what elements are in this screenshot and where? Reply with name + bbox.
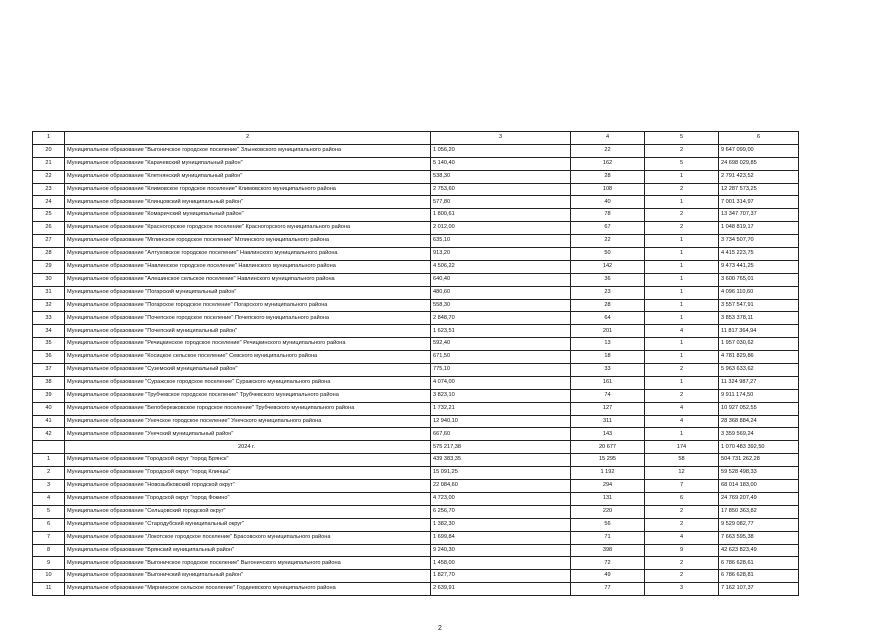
- count-cell: 162: [571, 157, 645, 170]
- table-row: [33, 505, 799, 518]
- count-cell: 201: [571, 325, 645, 338]
- objects-cell: 2: [645, 364, 719, 377]
- count-cell: 108: [571, 183, 645, 196]
- table-row: [33, 260, 799, 273]
- objects-cell: 12: [645, 467, 719, 480]
- municipality-name-cell: Муниципальное образование "Городской округ "город Клинцы": [65, 467, 431, 480]
- count-cell: 56: [571, 518, 645, 531]
- amount-cell: 1 957 030,62: [719, 338, 799, 351]
- objects-cell: 7: [645, 480, 719, 493]
- amount-cell: 3 734 507,70: [719, 235, 799, 248]
- table-row: [33, 480, 799, 493]
- count-cell: 72: [571, 557, 645, 570]
- row-number-cell: 30: [33, 273, 65, 286]
- row-number-cell: 41: [33, 415, 65, 428]
- objects-cell: 2: [645, 518, 719, 531]
- objects-cell: 1: [645, 235, 719, 248]
- amount-cell: 24 698 029,85: [719, 157, 799, 170]
- municipality-name-cell: Муниципальное образование "Трубчевское городское поселение" Трубчевского муниципального района: [65, 389, 431, 402]
- row-number-cell: 28: [33, 248, 65, 261]
- municipality-name-cell: 2024 г.: [65, 441, 431, 454]
- objects-cell: 4: [645, 402, 719, 415]
- count-cell: 220: [571, 505, 645, 518]
- table-row: [33, 299, 799, 312]
- municipality-name-cell: Муниципальное образование "Унечское городское поселение" Унечского муниципального района: [65, 415, 431, 428]
- municipality-name-cell: Муниципальное образование "Выгоничское городское поселение" Выгоничского муниципального района: [65, 557, 431, 570]
- table-row: [33, 402, 799, 415]
- amount-cell: 9 529 082,77: [719, 518, 799, 531]
- count-cell: 78: [571, 209, 645, 222]
- table-row: [33, 325, 799, 338]
- area-cell: 22 084,60: [431, 480, 571, 493]
- count-cell: 4: [571, 132, 645, 145]
- amount-cell: 7 663 595,38: [719, 531, 799, 544]
- municipality-name-cell: Муниципальное образование "Погарский муниципальный район": [65, 286, 431, 299]
- count-cell: 33: [571, 364, 645, 377]
- amount-cell: 1 048 819,17: [719, 222, 799, 235]
- amount-cell: 9 911 174,50: [719, 389, 799, 402]
- municipality-name-cell: Муниципальное образование "Мирнинское сельское поселение" Гордеевского муниципального района: [65, 583, 431, 596]
- row-number-cell: 4: [33, 492, 65, 505]
- table-header-row: [33, 132, 799, 145]
- area-cell: 640,40: [431, 273, 571, 286]
- row-number-cell: 33: [33, 312, 65, 325]
- objects-cell: 6: [645, 492, 719, 505]
- row-number-cell: 5: [33, 505, 65, 518]
- area-cell: 9 240,30: [431, 544, 571, 557]
- objects-cell: 5: [645, 132, 719, 145]
- objects-cell: 4: [645, 531, 719, 544]
- row-number-cell: 42: [33, 428, 65, 441]
- objects-cell: 4: [645, 325, 719, 338]
- count-cell: 71: [571, 531, 645, 544]
- total-row: [33, 441, 799, 454]
- row-number-cell: 29: [33, 260, 65, 273]
- area-cell: 4 506,22: [431, 260, 571, 273]
- objects-cell: 174: [645, 441, 719, 454]
- amount-cell: 3 600 765,01: [719, 273, 799, 286]
- area-cell: 2 848,70: [431, 312, 571, 325]
- table-row: [33, 144, 799, 157]
- objects-cell: 1: [645, 428, 719, 441]
- municipality-name-cell: Муниципальное образование "Сельцовский городской округ": [65, 505, 431, 518]
- row-number-cell: 36: [33, 351, 65, 364]
- count-cell: 13: [571, 338, 645, 351]
- row-number-cell: 6: [33, 518, 65, 531]
- table-row: [33, 170, 799, 183]
- objects-cell: 1: [645, 312, 719, 325]
- area-cell: 439 383,35: [431, 454, 571, 467]
- table-row: [33, 389, 799, 402]
- area-cell: 6 256,70: [431, 505, 571, 518]
- amount-cell: 11 817 364,94: [719, 325, 799, 338]
- row-number-cell: 38: [33, 376, 65, 389]
- area-cell: 4 723,00: [431, 492, 571, 505]
- area-cell: 12 940,10: [431, 415, 571, 428]
- area-cell: 3: [431, 132, 571, 145]
- objects-cell: 5: [645, 157, 719, 170]
- count-cell: 127: [571, 402, 645, 415]
- count-cell: 64: [571, 312, 645, 325]
- municipality-name-cell: Муниципальное образование "Новозыбковский городской округ": [65, 480, 431, 493]
- municipality-name-cell: Муниципальное образование "Суземский муниципальный район": [65, 364, 431, 377]
- objects-cell: 1: [645, 299, 719, 312]
- table-row: [33, 286, 799, 299]
- area-cell: 1 623,51: [431, 325, 571, 338]
- table-row: [33, 557, 799, 570]
- municipality-name-cell: Муниципальное образование "Стародубский муниципальный округ": [65, 518, 431, 531]
- row-number-cell: 25: [33, 209, 65, 222]
- count-cell: 161: [571, 376, 645, 389]
- table-row: [33, 518, 799, 531]
- municipality-name-cell: Муниципальное образование "Суражское городское поселение" Суражского муниципального района: [65, 376, 431, 389]
- count-cell: 40: [571, 196, 645, 209]
- row-number-cell: 40: [33, 402, 65, 415]
- row-number-cell: 1: [33, 454, 65, 467]
- area-cell: 3 823,10: [431, 389, 571, 402]
- table-row: [33, 544, 799, 557]
- area-cell: 1 056,20: [431, 144, 571, 157]
- amount-cell: 42 623 823,49: [719, 544, 799, 557]
- row-number-cell: 2: [33, 467, 65, 480]
- municipality-name-cell: Муниципальное образование "Белоберезковское городское поселение" Трубчевского муниципального района: [65, 402, 431, 415]
- amount-cell: 9 647 099,00: [719, 144, 799, 157]
- objects-cell: 1: [645, 196, 719, 209]
- row-number-cell: 21: [33, 157, 65, 170]
- municipality-name-cell: Муниципальное образование "Клинцовский муниципальный район": [65, 196, 431, 209]
- amount-cell: 6: [719, 132, 799, 145]
- area-cell: 2 012,00: [431, 222, 571, 235]
- area-cell: 667,60: [431, 428, 571, 441]
- amount-cell: 12 287 573,25: [719, 183, 799, 196]
- row-number-cell: 31: [33, 286, 65, 299]
- municipality-name-cell: Муниципальное образование "Алтуховское городское поселение" Навлинского муниципального района: [65, 248, 431, 261]
- table-row: [33, 351, 799, 364]
- table-row: [33, 364, 799, 377]
- municipality-name-cell: Муниципальное образование "Комаричский муниципальный район": [65, 209, 431, 222]
- objects-cell: 1: [645, 338, 719, 351]
- table-row: [33, 273, 799, 286]
- amount-cell: 3 557 547,91: [719, 299, 799, 312]
- row-number-cell: 23: [33, 183, 65, 196]
- area-cell: 5 140,40: [431, 157, 571, 170]
- area-cell: 1 458,00: [431, 557, 571, 570]
- count-cell: 294: [571, 480, 645, 493]
- row-number-cell: 22: [33, 170, 65, 183]
- objects-cell: 2: [645, 389, 719, 402]
- area-cell: 2 639,91: [431, 583, 571, 596]
- count-cell: 23: [571, 286, 645, 299]
- amount-cell: 6 786 628,81: [719, 570, 799, 583]
- count-cell: 50: [571, 248, 645, 261]
- row-number-cell: 10: [33, 570, 65, 583]
- count-cell: 142: [571, 260, 645, 273]
- objects-cell: 1: [645, 260, 719, 273]
- area-cell: 2 753,60: [431, 183, 571, 196]
- table-row: [33, 454, 799, 467]
- municipality-name-cell: Муниципальное образование "Навлинское городское поселение" Навлинского муниципального района: [65, 260, 431, 273]
- page-number: 2: [438, 625, 442, 632]
- table-row: [33, 338, 799, 351]
- table-row: [33, 248, 799, 261]
- table-row: [33, 467, 799, 480]
- count-cell: 311: [571, 415, 645, 428]
- municipality-name-cell: Муниципальное образование "Красногорское городское поселение" Красногорского муниципального района: [65, 222, 431, 235]
- municipality-name-cell: 2: [65, 132, 431, 145]
- objects-cell: 2: [645, 557, 719, 570]
- row-number-cell: 26: [33, 222, 65, 235]
- row-number-cell: 34: [33, 325, 65, 338]
- count-cell: 143: [571, 428, 645, 441]
- row-number-cell: 20: [33, 144, 65, 157]
- municipality-name-cell: Муниципальное образование "Алешинское сельское поселение" Навлинского муниципального района: [65, 273, 431, 286]
- objects-cell: 9: [645, 544, 719, 557]
- area-cell: 635,10: [431, 235, 571, 248]
- objects-cell: 2: [645, 505, 719, 518]
- area-cell: 15 091,25: [431, 467, 571, 480]
- amount-cell: 24 769 207,49: [719, 492, 799, 505]
- amount-cell: 3 853 378,11: [719, 312, 799, 325]
- municipality-name-cell: Муниципальное образование "Брянский муниципальный район": [65, 544, 431, 557]
- objects-cell: 1: [645, 273, 719, 286]
- count-cell: 22: [571, 235, 645, 248]
- count-cell: 15 295: [571, 454, 645, 467]
- municipality-name-cell: Муниципальное образование "Унечский муниципальный район": [65, 428, 431, 441]
- area-cell: 775,10: [431, 364, 571, 377]
- objects-cell: 58: [645, 454, 719, 467]
- count-cell: 131: [571, 492, 645, 505]
- municipality-name-cell: Муниципальное образование "Мглинское городское поселение" Мглинского муниципального района: [65, 235, 431, 248]
- objects-cell: 4: [645, 415, 719, 428]
- amount-cell: 7 162 107,37: [719, 583, 799, 596]
- row-number-cell: 3: [33, 480, 65, 493]
- objects-cell: 1: [645, 351, 719, 364]
- municipality-name-cell: Муниципальное образование "Клетнянский муниципальный район": [65, 170, 431, 183]
- amount-cell: 7 001 314,97: [719, 196, 799, 209]
- amount-cell: 4 415 223,75: [719, 248, 799, 261]
- municipality-name-cell: Муниципальное образование "Погарское городское поселение" Погарского муниципального района: [65, 299, 431, 312]
- municipality-name-cell: Муниципальное образование "Почепское городское поселение" Почепского муниципального района: [65, 312, 431, 325]
- area-cell: 1 827,70: [431, 570, 571, 583]
- amount-cell: 1 070 483 392,50: [719, 441, 799, 454]
- count-cell: 67: [571, 222, 645, 235]
- table-row: [33, 531, 799, 544]
- area-cell: 592,40: [431, 338, 571, 351]
- amount-cell: 504 731 262,28: [719, 454, 799, 467]
- municipality-name-cell: Муниципальное образование "Почепский муниципальный район": [65, 325, 431, 338]
- municipality-name-cell: Муниципальное образование "Косицкое сельское поселение" Севского муниципального района: [65, 351, 431, 364]
- amount-cell: 9 473 441,25: [719, 260, 799, 273]
- objects-cell: 2: [645, 570, 719, 583]
- count-cell: 20 677: [571, 441, 645, 454]
- amount-cell: 4 781 829,86: [719, 351, 799, 364]
- row-number-cell: 39: [33, 389, 65, 402]
- table-row: [33, 492, 799, 505]
- area-cell: 1 699,84: [431, 531, 571, 544]
- row-number-cell: 37: [33, 364, 65, 377]
- table-row: [33, 209, 799, 222]
- table-row: [33, 428, 799, 441]
- count-cell: 77: [571, 583, 645, 596]
- objects-cell: 1: [645, 248, 719, 261]
- row-number-cell: 8: [33, 544, 65, 557]
- objects-cell: 2: [645, 209, 719, 222]
- row-number-cell: 32: [33, 299, 65, 312]
- row-number-cell: 11: [33, 583, 65, 596]
- row-number-cell: [33, 441, 65, 454]
- amount-cell: 17 850 363,82: [719, 505, 799, 518]
- area-cell: 1 382,30: [431, 518, 571, 531]
- count-cell: 28: [571, 299, 645, 312]
- area-cell: 4 074,00: [431, 376, 571, 389]
- table-row: [33, 222, 799, 235]
- area-cell: 577,80: [431, 196, 571, 209]
- table-row: [33, 196, 799, 209]
- area-cell: 1 800,61: [431, 209, 571, 222]
- count-cell: 18: [571, 351, 645, 364]
- objects-cell: 3: [645, 583, 719, 596]
- table-row: [33, 415, 799, 428]
- amount-cell: 28 368 884,24: [719, 415, 799, 428]
- amount-cell: 59 528 498,33: [719, 467, 799, 480]
- objects-cell: 1: [645, 376, 719, 389]
- area-cell: 558,30: [431, 299, 571, 312]
- count-cell: 49: [571, 570, 645, 583]
- municipality-name-cell: Муниципальное образование "Выгоничский муниципальный район": [65, 570, 431, 583]
- area-cell: 1 732,21: [431, 402, 571, 415]
- municipality-name-cell: Муниципальное образование "Карачевский муниципальный район": [65, 157, 431, 170]
- amount-cell: 68 014 183,00: [719, 480, 799, 493]
- area-cell: 538,30: [431, 170, 571, 183]
- amount-cell: 3 359 569,24: [719, 428, 799, 441]
- table-row: [33, 183, 799, 196]
- data-table: [32, 131, 799, 596]
- area-cell: 671,50: [431, 351, 571, 364]
- objects-cell: 2: [645, 222, 719, 235]
- document-sheet: [32, 131, 798, 596]
- municipality-name-cell: Муниципальное образование "Городской округ "город Фокино": [65, 492, 431, 505]
- area-cell: 480,60: [431, 286, 571, 299]
- row-number-cell: 24: [33, 196, 65, 209]
- count-cell: 1 192: [571, 467, 645, 480]
- objects-cell: 1: [645, 170, 719, 183]
- amount-cell: 4 096 110,60: [719, 286, 799, 299]
- table-row: [33, 157, 799, 170]
- count-cell: 398: [571, 544, 645, 557]
- table-row: [33, 235, 799, 248]
- municipality-name-cell: Муниципальное образование "Городской округ "город Брянск": [65, 454, 431, 467]
- row-number-cell: 35: [33, 338, 65, 351]
- row-number-cell: 7: [33, 531, 65, 544]
- row-number-cell: 1: [33, 132, 65, 145]
- area-cell: 913,20: [431, 248, 571, 261]
- amount-cell: 2 791 423,52: [719, 170, 799, 183]
- objects-cell: 1: [645, 286, 719, 299]
- count-cell: 74: [571, 389, 645, 402]
- row-number-cell: 9: [33, 557, 65, 570]
- table-row: [33, 570, 799, 583]
- area-cell: 575 217,38: [431, 441, 571, 454]
- table-row: [33, 312, 799, 325]
- objects-cell: 2: [645, 144, 719, 157]
- row-number-cell: 27: [33, 235, 65, 248]
- municipality-name-cell: Муниципальное образование "Речицкинское городское поселение" Речицкинского муниципального района: [65, 338, 431, 351]
- municipality-name-cell: Муниципальное образование "Локотское городское поселение" Брасовского муниципального района: [65, 531, 431, 544]
- municipality-name-cell: Муниципальное образование "Выгоничское городское поселение" Злынковского муниципального района: [65, 144, 431, 157]
- table-row: [33, 376, 799, 389]
- amount-cell: 10 927 052,55: [719, 402, 799, 415]
- amount-cell: 5 963 633,62: [719, 364, 799, 377]
- amount-cell: 13 347 707,37: [719, 209, 799, 222]
- table-row: [33, 583, 799, 596]
- count-cell: 28: [571, 170, 645, 183]
- count-cell: 36: [571, 273, 645, 286]
- objects-cell: 2: [645, 183, 719, 196]
- count-cell: 22: [571, 144, 645, 157]
- municipality-name-cell: Муниципальное образование "Климовское городское поселение" Климовского муниципального района: [65, 183, 431, 196]
- amount-cell: 6 786 628,61: [719, 557, 799, 570]
- amount-cell: 11 324 987,27: [719, 376, 799, 389]
